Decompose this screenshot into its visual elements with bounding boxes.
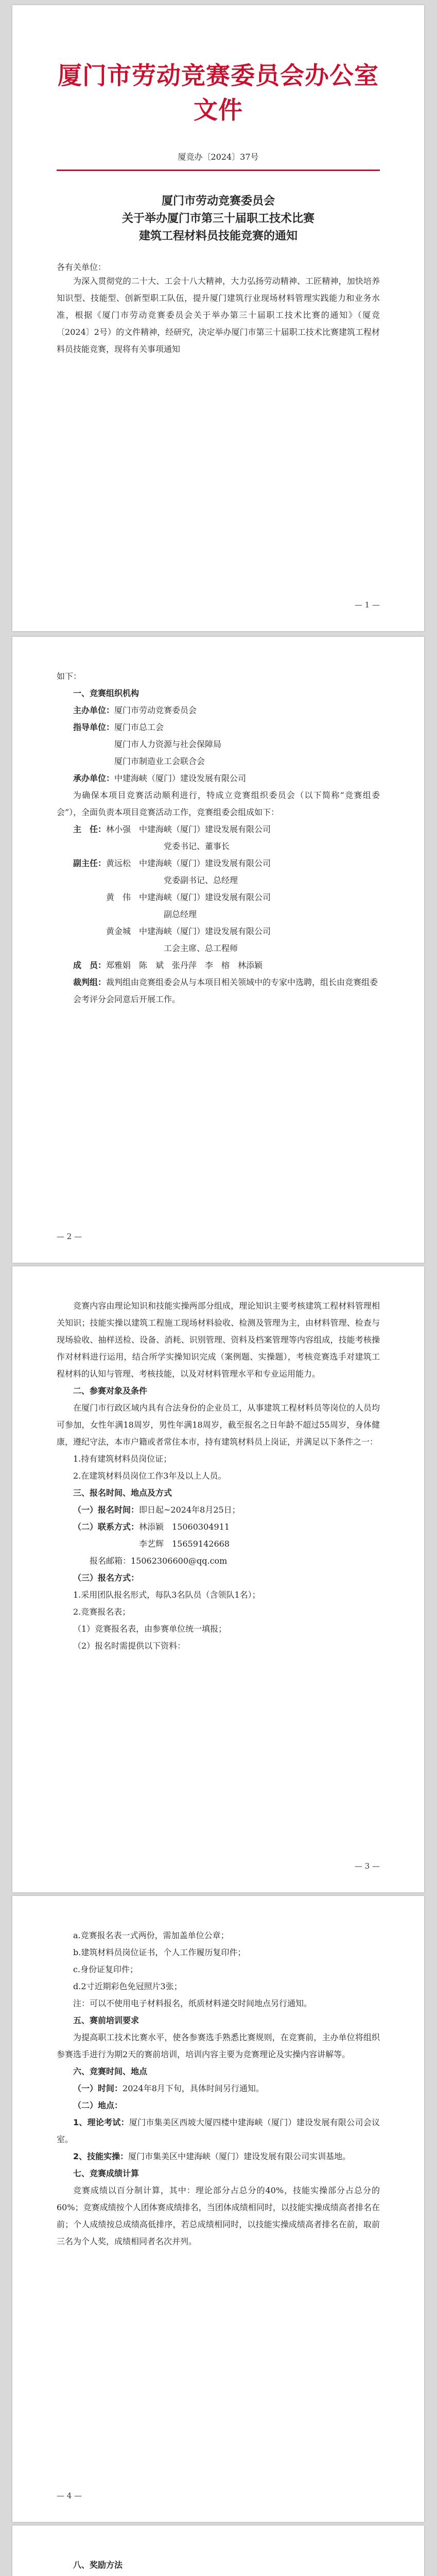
section-heading: 七、竞赛成绩计算 <box>73 2168 139 2178</box>
judge-label: 裁判组： <box>73 977 107 987</box>
method-item-2: 2.竞赛报名表； <box>73 1607 131 1617</box>
theory-place-label: 1、理论考试： <box>73 2117 129 2127</box>
page-number: — 3 — <box>354 1861 380 1871</box>
document-header-title: 厦门市劳动竞赛委员会办公室文件 <box>58 62 379 125</box>
method-row <box>57 1569 380 1586</box>
condition-1: 1.持有建筑材料员岗位证； <box>73 1454 172 1464</box>
members-row <box>57 957 380 974</box>
deputy-title-3: 工会主席、总工程师 <box>164 943 238 953</box>
host-value: 厦门市劳动竞赛委员会 <box>114 705 197 715</box>
eligibility-paragraph: 在厦门市行政区域内具有合法身份的企业员工，从事建筑工程材料员等岗位的人员均可参加，女性年满18周岁，男性年满18周岁，截至报名之日年龄不超过55周岁，身体健康，遵纪守法，本市户籍或者常住本市，持有建筑材料员上岗证，并满足以下条件之一： <box>57 1403 380 1447</box>
guide-value: 厦门市总工会 <box>114 722 164 732</box>
notice-title-line-3: 建筑工程材料员技能竞赛的通知 <box>138 230 298 243</box>
red-divider <box>57 170 380 171</box>
individual-award <box>57 2573 380 2576</box>
contact-value-1: 林添颖 15060304911 <box>139 1522 230 1532</box>
contact-label: （二）联系方式： <box>73 1522 139 1532</box>
contact-row <box>57 1518 380 1535</box>
deputy-value-2: 黄 伟 中建海峡（厦门）建设发展有限公司 <box>106 892 271 902</box>
method-label: （三）报名方式： <box>73 1573 139 1583</box>
director-title: 党委书记、董事长 <box>164 841 230 851</box>
material-item-a: a.竞赛报名表一式两份，需加盖单位公章； <box>73 1930 229 1940</box>
intro-paragraph: 为深入贯彻党的二十大、工会十八大精神，大力弘扬劳动精神、工匠精神，加快培养知识型、技能型、创新型职工队伍，提升厦门建筑行业现场材料管理实践能力和业务水准，根据《厦门市劳动竞赛委员会关于举办第三十届职工技术比赛的通知》（厦竞〔2024〕2号）的文件精神，经研究，决定举办厦门市第三十届职工技术比赛建筑工程材料员技能竞赛，现将有关事项通知 <box>57 276 380 354</box>
contact-value-2: 李艺辉 15659142668 <box>139 1539 230 1549</box>
notice-title <box>57 193 380 245</box>
page-number: — 2 — <box>57 1232 82 1241</box>
judge-value: 裁判组由竞赛组委会从与本项目相关领域中的专家中选聘，组长由竞赛组委会考评分会同意后开展工作。 <box>73 977 378 1004</box>
intro-continuation: 如下： <box>57 671 82 681</box>
condition-2: 2.在建筑材料员岗位工作3年及以上人员。 <box>73 1471 226 1481</box>
deputy-label: 副主任： <box>73 858 107 868</box>
section-heading: 一、竞赛组织机构 <box>73 688 139 698</box>
training-paragraph: 为提高职工技术比赛水平，使各参赛选手熟悉比赛规则，在竞赛前，主办单位将组织参赛选手进行为期2天的赛前培训，培训内容主要为竞赛理论及实操内容讲解等。 <box>57 2032 380 2059</box>
deputy-title-1: 党委副书记、总经理 <box>164 875 238 885</box>
members-label: 成 员： <box>73 960 107 970</box>
material-item-c: c.身份证复印件； <box>73 1964 138 1974</box>
recipient: 各有关单位： <box>57 262 107 272</box>
guide-row-2: 厦门市人力资源与社会保障局 <box>114 739 222 749</box>
practice-place-value: 厦门市集美区中建海峡（厦门）建设发展有限公司实训基地。 <box>128 2151 351 2161</box>
section-heading: 八、奖励方法 <box>73 2560 123 2570</box>
practice-place-label: 2、技能实操： <box>73 2151 129 2161</box>
document-page-4 <box>12 1896 424 2522</box>
place-label: （二）地点： <box>73 2100 123 2110</box>
deputy-row-1 <box>57 855 380 872</box>
organizer-label: 承办单位： <box>73 773 115 783</box>
email-row <box>57 1552 380 1569</box>
email-value: 15062306600@qq.com <box>131 1556 228 1566</box>
section-heading: 五、赛前培训要求 <box>73 2015 139 2025</box>
members-value: 郑雅娟 陈 斌 张丹萍 李 榕 林添颖 <box>106 960 263 970</box>
document-page-1 <box>12 5 424 631</box>
organizer-value: 中建海峡（厦门）建设发展有限公司 <box>114 773 247 783</box>
theory-place-value: 厦门市集美区西坡大厦四楼中建海峡（厦门）建设发展有限公司会议室。 <box>57 2117 380 2144</box>
competition-time-label: （一）时间： <box>73 2083 123 2093</box>
notice-title-line-2: 关于举办厦门市第三十届职工技术比赛 <box>121 212 314 225</box>
time-value: 即日起~2024年8月25日； <box>139 1505 240 1515</box>
guide-label: 指导单位： <box>73 722 115 732</box>
document-page-5 <box>12 2526 424 2576</box>
scoring-paragraph: 竞赛成绩以百分制计算，其中：理论部分占总分的40%，技能实操部分占总分的60%；竞赛成绩按个人团体赛成绩排名，当团体成绩相同时，以技能实操成绩高者排名在前；个人成绩按总成绩高低排序，若总成绩相同时，以技能实操成绩高者排名在前，取前三名为个人奖，成绩相同者名次并列。 <box>57 2185 380 2246</box>
deputy-title-2: 副总经理 <box>164 909 197 919</box>
practice-place <box>57 2148 380 2165</box>
host-row <box>57 702 380 719</box>
place-row <box>57 2097 380 2114</box>
section-heading: 三、报名时间、地点及方式 <box>73 1488 172 1498</box>
method-item-3: （1）竞赛报名表，由参赛单位统一填报； <box>73 1624 227 1634</box>
section-heading: 六、竞赛时间、地点 <box>73 2066 148 2076</box>
guide-row-3: 厦门市制造业工会联合会 <box>114 756 205 766</box>
deputy-value-3: 黄金城 中建海峡（厦门）建设发展有限公司 <box>106 926 271 936</box>
time-row <box>57 1501 380 1518</box>
host-label: 主办单位： <box>73 705 115 715</box>
time-label: （一）报名时间： <box>73 1505 139 1515</box>
material-item-d: d.2寸近期彩色免冠照片3张； <box>73 1981 182 1991</box>
section-heading: 二、参赛对象及条件 <box>73 1386 148 1396</box>
deputy-value-1: 黄远松 中建海峡（厦门）建设发展有限公司 <box>106 858 271 868</box>
note-paragraph: 注：可以不使用电子材料报名，纸质材料递交时间地点另行通知。 <box>73 1998 312 2008</box>
material-item-b: b.建筑材料员岗位证书，个人工作履历复印件； <box>73 1947 246 1957</box>
judge-row <box>57 974 380 1008</box>
document-number: 厦竞办〔2024〕37号 <box>178 152 259 162</box>
content-paragraph: 竞赛内容由理论知识和技能实操两部分组成，理论知识主要考核建筑工程材料管理相关知识；技能实操以建筑工程施工现场材料验收、检测及管理为主，由材料管理、检查与现场验收、抽样送检、设备、消耗、识别管理、资料及档案管理等内容组成，技能考核操作对材料进行运用，结合所学实操知识完成（案例题、实操题），考核竞赛选手对建筑工程材料的认知与管理、考核技能，以及对材料管理水平和专业运用能力。 <box>57 1301 380 1379</box>
method-item-4: （2）报名时需提供以下资料： <box>73 1641 186 1651</box>
notice-title-line-1: 厦门市劳动竞赛委员会 <box>161 195 275 208</box>
document-page-2 <box>12 637 424 1263</box>
theory-place <box>57 2114 380 2148</box>
method-item-1: 1.采用团队报名形式，每队3名队员（含领队1名）； <box>73 1590 260 1600</box>
email-label: 报名邮箱： <box>90 1556 131 1566</box>
page-number: — 4 — <box>57 2491 82 2500</box>
director-label: 主 任： <box>73 824 107 834</box>
page-number: — 1 — <box>354 600 380 609</box>
document-page-3 <box>12 1266 424 1892</box>
director-value: 林小强 中建海峡（厦门）建设发展有限公司 <box>106 824 271 834</box>
competition-time-value: 2024年8月下旬，具体时间另行通知。 <box>123 2083 264 2093</box>
committee-paragraph: 为确保本项目竞赛活动顺利进行，特成立竞赛组织委员会（以下简称“竞赛组委会”），全面负责本项目竞赛活动工作，竞赛组委会组成如下： <box>57 790 380 817</box>
director-row <box>57 821 380 838</box>
organizer-row <box>57 770 380 787</box>
competition-time-row <box>57 2080 380 2097</box>
guide-row <box>57 719 380 736</box>
